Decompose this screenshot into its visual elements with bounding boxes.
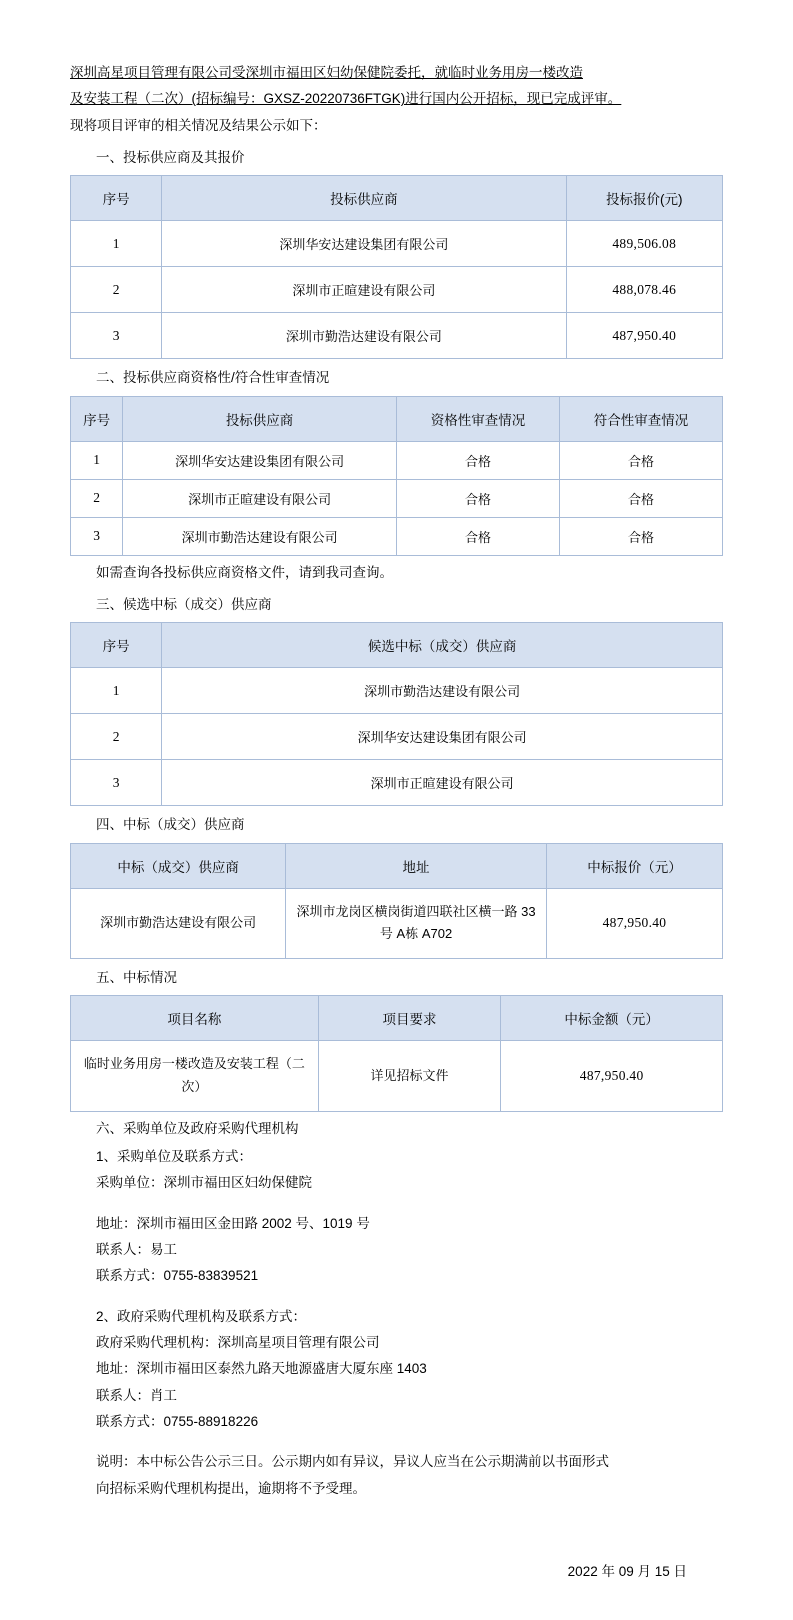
spacer: [96, 1290, 723, 1304]
spacer: [96, 1197, 723, 1211]
column-header-winning-price: 中标报价（元）: [546, 843, 722, 888]
cell-qualification: 合格: [396, 517, 559, 555]
table-header-row: [71, 996, 723, 1041]
column-header-supplier: 投标供应商: [162, 176, 566, 221]
cell-index: 3: [71, 313, 162, 359]
intro-line-3: 现将项目评审的相关情况及结果公示如下：: [70, 117, 327, 133]
buyer-heading: 1、采购单位及联系方式：: [96, 1149, 253, 1165]
column-header-price: 投标报价(元): [566, 176, 722, 221]
cell-winner: 深圳市勤浩达建设有限公司: [71, 888, 286, 959]
buyer-phone: 联系方式：0755-83839521: [96, 1268, 259, 1284]
cell-price: 489,506.08: [566, 221, 722, 267]
table-header-row: [71, 843, 723, 888]
table-row: [71, 760, 723, 806]
column-header-compliance: 符合性审查情况: [559, 396, 722, 441]
table-row: [71, 479, 723, 517]
agency-phone: 联系方式：0755-88918226: [96, 1413, 259, 1429]
cell-winning-price: 487,950.40: [546, 888, 722, 959]
column-header-index: 序号: [71, 176, 162, 221]
table-header-row: [71, 623, 723, 668]
table-row: [71, 714, 723, 760]
table-row: [71, 441, 723, 479]
cell-supplier: 深圳市正暄建设有限公司: [162, 267, 566, 313]
cell-compliance: 合格: [559, 441, 722, 479]
table-row: [71, 668, 723, 714]
buyer-contact-person: 联系人：易工: [96, 1242, 177, 1258]
section-title-6: 六、采购单位及政府采购代理机构: [96, 1120, 299, 1136]
contact-information: [96, 1144, 723, 1435]
cell-index: 2: [71, 714, 162, 760]
column-header-supplier: 投标供应商: [123, 396, 397, 441]
table-row: [71, 1041, 723, 1112]
cell-supplier: 深圳华安达建设集团有限公司: [123, 441, 397, 479]
table-row: [71, 221, 723, 267]
column-header-winner: 中标（成交）供应商: [71, 843, 286, 888]
cell-index: 2: [71, 267, 162, 313]
candidate-winners-table: [70, 622, 723, 806]
cell-supplier: 深圳市勤浩达建设有限公司: [162, 313, 566, 359]
cell-supplier: 深圳华安达建设集团有限公司: [162, 221, 566, 267]
winning-details-table: [70, 995, 723, 1112]
cell-project-name: 临时业务用房一楼改造及安装工程（二次）: [71, 1041, 319, 1112]
cell-winning-amount: 487,950.40: [501, 1041, 723, 1112]
cell-candidate: 深圳市勤浩达建设有限公司: [162, 668, 723, 714]
cell-supplier: 深圳市勤浩达建设有限公司: [123, 517, 397, 555]
column-header-qualification: 资格性审查情况: [396, 396, 559, 441]
section-title-1: 一、投标供应商及其报价: [96, 149, 245, 165]
cell-qualification: 合格: [396, 479, 559, 517]
column-header-winning-amount: 中标金额（元）: [501, 996, 723, 1041]
explanation-note: [96, 1449, 723, 1502]
cell-project-requirement: 详见招标文件: [318, 1041, 501, 1112]
agency-address: 地址：深圳市福田区泰然九路天地源盛唐大厦东座 1403: [96, 1361, 427, 1377]
cell-supplier: 深圳市正暄建设有限公司: [123, 479, 397, 517]
column-header-address: 地址: [286, 843, 547, 888]
intro-line-1: 深圳高星项目管理有限公司受深圳市福田区妇幼保健院委托，就临时业务用房一楼改造: [70, 65, 583, 80]
column-header-candidate: 候选中标（成交）供应商: [162, 623, 723, 668]
table-row: [71, 313, 723, 359]
cell-qualification: 合格: [396, 441, 559, 479]
cell-compliance: 合格: [559, 517, 722, 555]
table-row: [71, 517, 723, 555]
intro-paragraph: [70, 60, 723, 139]
agency-contact-person: 联系人：肖工: [96, 1387, 177, 1403]
explanation-line-2: 向招标采购代理机构提出，逾期将不予受理。: [96, 1480, 366, 1496]
cell-price: 488,078.46: [566, 267, 722, 313]
cell-index: 3: [71, 517, 123, 555]
cell-index: 3: [71, 760, 162, 806]
section-title-4: 四、中标（成交）供应商: [96, 817, 245, 833]
qualification-note: 如需查询各投标供应商资格文件，请到我司查询。: [96, 564, 393, 580]
column-header-index: 序号: [71, 396, 123, 441]
winner-table: [70, 843, 723, 960]
section-title-3: 三、候选中标（成交）供应商: [96, 596, 272, 612]
cell-compliance: 合格: [559, 479, 722, 517]
publish-date: 2022 年 09 月 15 日: [567, 1563, 687, 1579]
cell-index: 1: [71, 668, 162, 714]
agency-name: 政府采购代理机构：深圳高星项目管理有限公司: [96, 1335, 380, 1350]
cell-candidate: 深圳市正暄建设有限公司: [162, 760, 723, 806]
intro-line-2: 及安装工程（二次）(招标编号：GXSZ-20220736FTGK)进行国内公开招标，现已完成评审。: [70, 91, 622, 107]
table-row: [71, 888, 723, 959]
qualification-review-table: [70, 396, 723, 556]
table-row: [71, 267, 723, 313]
cell-address: 深圳市龙岗区横岗街道四联社区横一路 33 号 A栋 A702: [286, 888, 547, 959]
table-header-row: [71, 396, 723, 441]
column-header-index: 序号: [71, 623, 162, 668]
bidders-price-table: [70, 175, 723, 359]
column-header-project-name: 项目名称: [71, 996, 319, 1041]
buyer-unit: 采购单位：深圳市福田区妇幼保健院: [96, 1175, 312, 1191]
agency-heading: 2、政府采购代理机构及联系方式：: [96, 1308, 307, 1324]
explanation-line-1: 说明：本中标公告公示三日。公示期内如有异议，异议人应当在公示期满前以书面形式: [96, 1454, 609, 1470]
cell-index: 1: [71, 441, 123, 479]
cell-price: 487,950.40: [566, 313, 722, 359]
section-title-5: 五、中标情况: [96, 970, 177, 985]
table-header-row: [71, 176, 723, 221]
cell-index: 1: [71, 221, 162, 267]
section-title-2: 二、投标供应商资格性/符合性审查情况: [96, 370, 330, 386]
column-header-project-requirement: 项目要求: [318, 996, 501, 1041]
cell-index: 2: [71, 479, 123, 517]
buyer-address: 地址：深圳市福田区金田路 2002 号、1019 号: [96, 1215, 370, 1231]
cell-candidate: 深圳华安达建设集团有限公司: [162, 714, 723, 760]
